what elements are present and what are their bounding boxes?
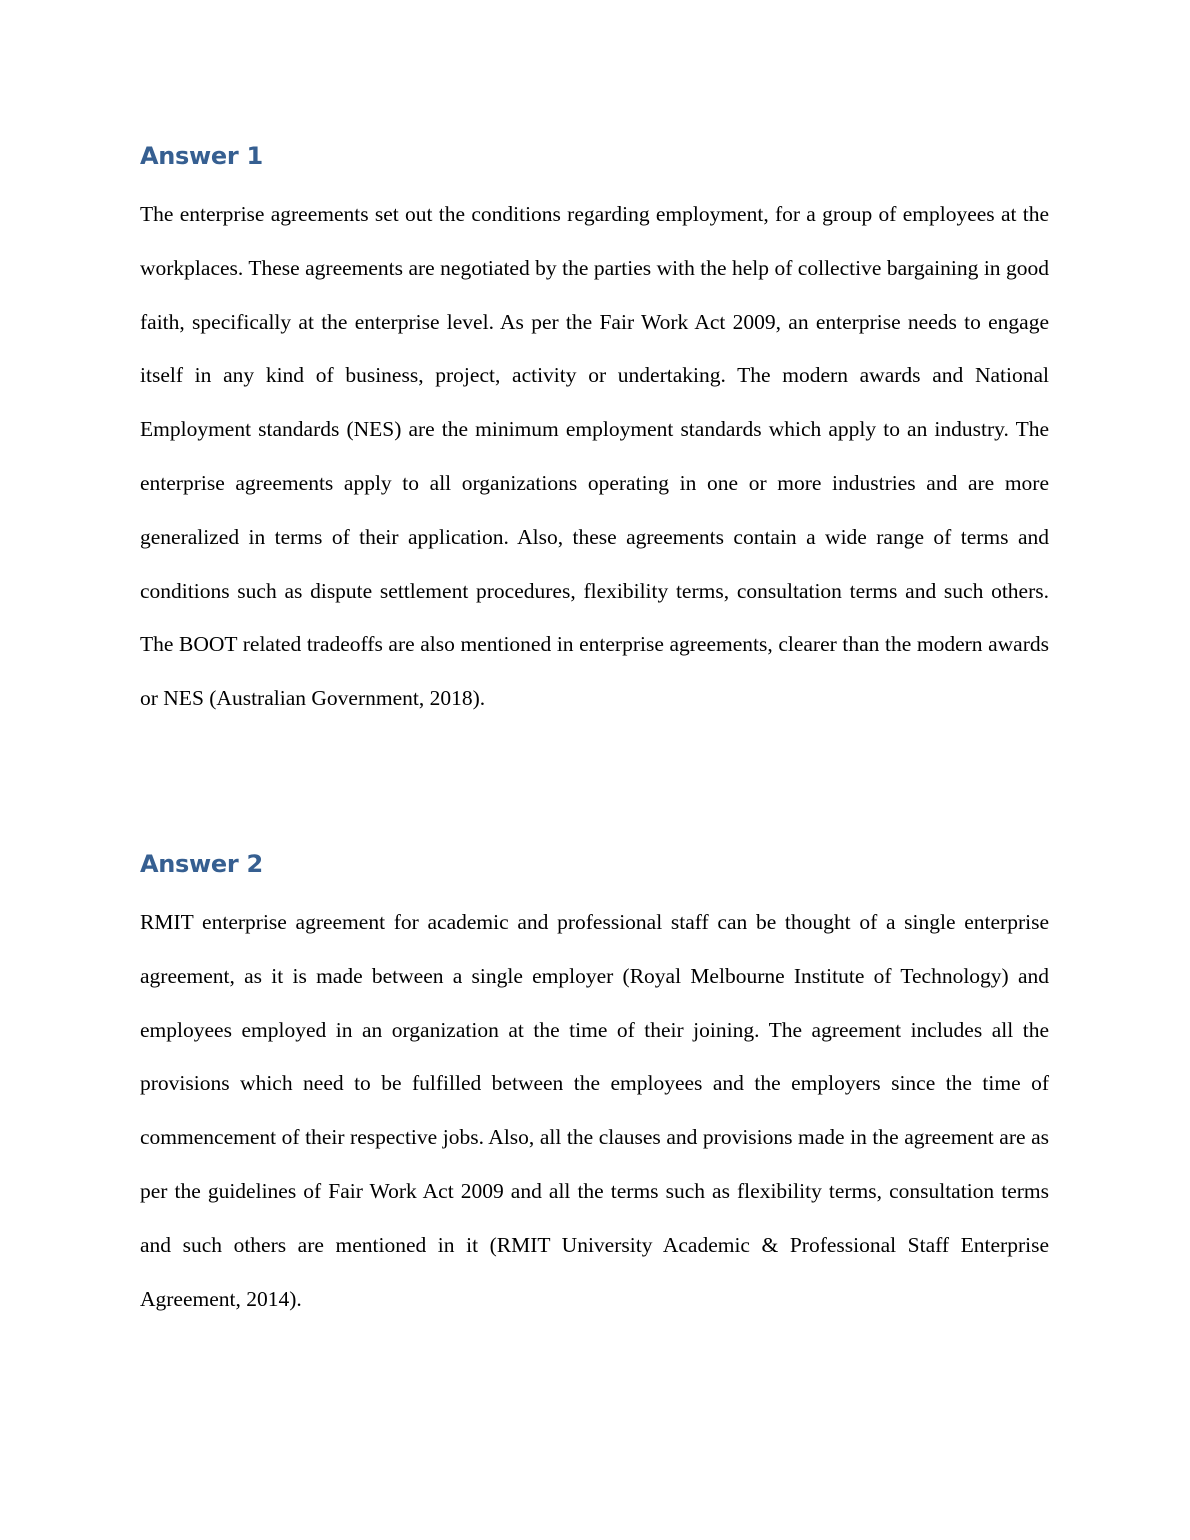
answer-2-paragraph: RMIT enterprise agreement for academic and professional staff can be thought of a single enterprise agreement, as it is made between a single employer (Royal Melbourne Institute of Technology) and employees employed in an organization at the time of their joining. The agreement includes all the provisions which need to be fulfilled between the employees and the employers since the time of commencement of their respective jobs. Also, all the clauses and provisions made in the agreement are as per the guidelines of Fair Work Act 2009 and all the terms such as flexibility terms, consultation terms and such others are mentioned in it (RMIT University Academic & Professional Staff Enterprise Agreement, 2014).	[140, 910, 1049, 1311]
answer-2-section	[140, 844, 1049, 1326]
answer-1-paragraph: The enterprise agreements set out the conditions regarding employment, for a group of employees at the workplaces. These agreements are negotiated by the parties with the help of collective bargaining in good faith, specifically at the enterprise level. As per the Fair Work Act 2009, an enterprise needs to engage itself in any kind of business, project, activity or undertaking. The modern awards and National Employment standards (NES) are the minimum employment standards which apply to an industry. The enterprise agreements apply to all organizations operating in one or more industries and are more generalized in terms of their application. Also, these agreements contain a wide range of terms and conditions such as dispute settlement procedures, flexibility terms, consultation terms and such others. The BOOT related tradeoffs are also mentioned in enterprise agreements, clearer than the modern awards or NES (Australian Government, 2018).	[140, 202, 1049, 711]
answer-2-heading: Answer 2	[140, 850, 263, 878]
answer-1-heading: Answer 1	[140, 142, 263, 170]
answer-1-section	[140, 136, 1049, 726]
